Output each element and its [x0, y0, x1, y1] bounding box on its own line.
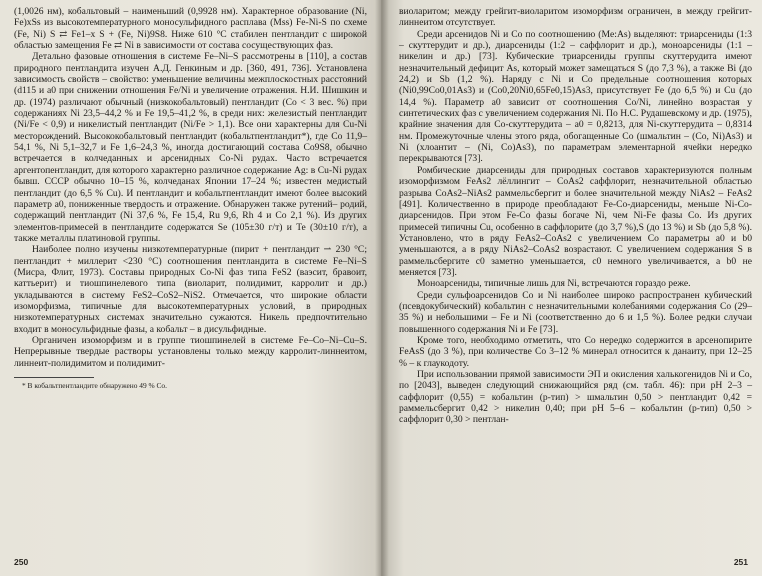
right-paragraph-3: Ромбические диарсениды для природных составов характеризуются полным изоморфизмом FeAs2 лёллингит – CoAs2 саффлорит, незначительной областью разрыва CoAs2–NiAs2 раммельсбергит и более значительной между NiAs2 – FeAs2 [491]. Количественно в природе преобладают Fe-Co-диарсениды, меньше Ni-Co-диарсенидов. При этом Fe-Co фазы богаче Ni, чем Ni-Fe фазы Co. Из других примесей типичны Cu, особенно в саффлорите (до 3,7 %),S (до 13 %) и Sb (до 5,8 %). Установлено, что в ряду FeAs2–CoAs2 с увеличением Co параметры a0 и b0 уменьшаются, а в ряду NiAs2–CoAs2 возрастают. С увеличением содержания S в раммельсбергите c0 заметно уменьшается, c0 немного увеличивается, а b0 не меняется [73].	[399, 164, 752, 278]
right-paragraph-5: Среди сульфоарсенидов Co и Ni наиболее широко распространен кубический (псевдокубический) кобальтин с незначительными колебаниями содержания Co (29–35 %) и небольшими – Fe и Ni (соответственно до 6 и 1,5 %). Более редки случаи повышенного содержания Ni и Fe [73].	[399, 289, 752, 335]
page-number-left: 250	[14, 556, 29, 567]
right-paragraph-6: Кроме того, необходимо отметить, что Co нередко содержится в арсенопирите FeAsS (до 3 %), при количестве Co 3–12 % минерал относится к данаиту, при 12–25 % – к глаукодоту.	[399, 334, 752, 369]
right-paragraph-7: При использовании прямой зависимости ЭП и окисления халькогенидов Ni и Co, по [2043], выведен следующий снижающийся ряд (см. табл. 46): при pH 2–3 – саффлорит (0,55) = кобальтин (p-тип) > шмальтин 0,50 > пентландит 0,42 = раммельсбергит 0,42 > никелин 0,40; при pH 5–6 – кобальтин (p-тип) 0,50 > саффлорит 0,30 > пентлан-	[399, 369, 752, 426]
footnote-rule	[14, 377, 94, 378]
right-page	[381, 0, 762, 576]
left-paragraph-3: Наиболее полно изучены низкотемпературные (пирит + пентландит ⇀ 230 °С; пентландит + миллерит <230 °С) соотношения пентландита в системе Fe–Ni–S (Мисра, Флит, 1973). Составы природных Co-Ni фаз типа FeS2 (ваэсит, бравоит, каттьерит) и тиошпинелевого типа (виоларит, полидимит, карролит и др.) укладываются в систему FeS2–CoS2–NiS2. Отмечается, что широкие области изоморфизма, типичные для высокотемпературных условий, в природных низкотемпературных системах значительно сужаются. Никель предпочтительно входит в моносульфидные фазы, а кобальт – в дисульфидные.	[14, 244, 367, 335]
left-paragraph-2: Детально фазовые отношения в системе Fe–Ni–S рассмотрены в [110], а состав природного пентландита изучен А.Д. Генкиным и др. [360, 491, 736]. Установлена зависимость свойств – свойство: уменьшение величины межплоскостных расстояний (d115 и a0 при снижении отношения Fe/Ni и увеличение отражения. Н.И. Шишкин и др. (1974) различают обычный (низкокобальтовый) пентландит (Co < 3 вес. %) при содержаниях Ni 23,5–44,2 % и Fe 19,5–41,2 %, в среди них: железистый пентландит (Ni/Fe < 0,9) и никелистый пентландит (Ni/Fe > 1,1). Все они характерны для Cu-Ni месторождений. Высококобальтовый пентландит (кобальтпентландит*), где Co 11,9–54,1 %, Ni 5,1–32,7 и Fe 1,6–24,3 %, иногда достигающий состава Co9S8, обычно встречается в колчеданных и арсенидных Co-Ni рудах. Часто встречается аргентопентландит, для которого характерно различное содержание Ag: в Cu-Ni рудах бывш. СССР обычно 10–15 %, колчеданах Японии 17–24 %; известен медистый пентландит (до 6,5 % Cu). И пентландит и кобальтпентландит имеют более высокий параметр a0, пониженные твердость и отражение. Обнаружен также рутений– родий, содержащий пентландит (Ni 37,6 %, Fe 15,4, Ru 9,6, Rh 4 и Co 2,1 %). Из других элементов-примесей в пентландите содержатся Se (105±30 г/т) и Te (30±10 г/т), а также металлы платиновой группы.	[14, 51, 367, 244]
right-paragraph-2: Среди арсенидов Ni и Co по соотношению (Me:As) выделяют: триарсениды (1:3 – скуттерудит и др.), диарсениды (1:2 – саффлорит и др.), моноарсениды (1:1 – никелин и др.) [73]. Кубические триарсениды группы скуттерудита имеют незначительный дефицит As, который может замещаться S (до 7,3 %), а также Bi (до 24,2) и Sb (1,2 %). Наряду с Ni и Co предельные соотношения которых (Ni0,99Co0,01As3) и (Co0,20Ni0,65Fe0,15)As3, присутствует Fe (до 6,5 %) и Cu (до 14,4 %). Параметр a0 зависит от соотношения Co/Ni, линейно возрастая у синтетических фаз с увеличением содержания Ni. По Н.С. Рудашевскому и др. (1975), крайние значения для Co-скуттерудита – a0 = 0,8213, для Ni-скуттерудита – 0,8314 нм. Промежуточные члены этого ряда, обогащенные Co (шмальтин – (Co, Ni)As3) и Ni (хлоантит – (Ni, Co)As3), по параметрам элементарной ячейки нередко перекрываются [73].	[399, 28, 752, 165]
right-paragraph-1: виоларитом; между грейгит-виоларитом изоморфизм ограничен, в между грейгит-линнеитом отсутствует.	[399, 6, 752, 29]
footnote: * В кобальтпентландите обнаружено 49 % Co.	[22, 381, 167, 390]
book-gutter-shadow	[375, 0, 389, 576]
left-paragraph-4: Органичен изоморфизм и в группе тиошпинелей в системе Fe–Co–Ni–Cu–S. Непрерывные твердые растворы установлены только между карролит-линнеитом, линнеит-полидимитом и полидимит-	[14, 334, 367, 369]
left-paragraph-1: (1,0026 нм), кобальтовый – наименьший (0,9928 нм). Характерное образование (Ni, Fe)xSs из высокотемпературного моносульфидного расплава (Mss) Fe-Ni-S по схеме (Fe, Ni) S ⇄ Fe1–x S + (Fe, Ni)9S8. Ниже 610 °С стабилен пентландит с широкой областью замещения Fe ⇄ Ni в зависимости от состава сосуществующих фаз.	[14, 6, 367, 52]
page-number-right: 251	[733, 556, 748, 567]
right-paragraph-4: Моноарсениды, типичные лишь для Ni, встречаются гораздо реже.	[417, 278, 691, 290]
